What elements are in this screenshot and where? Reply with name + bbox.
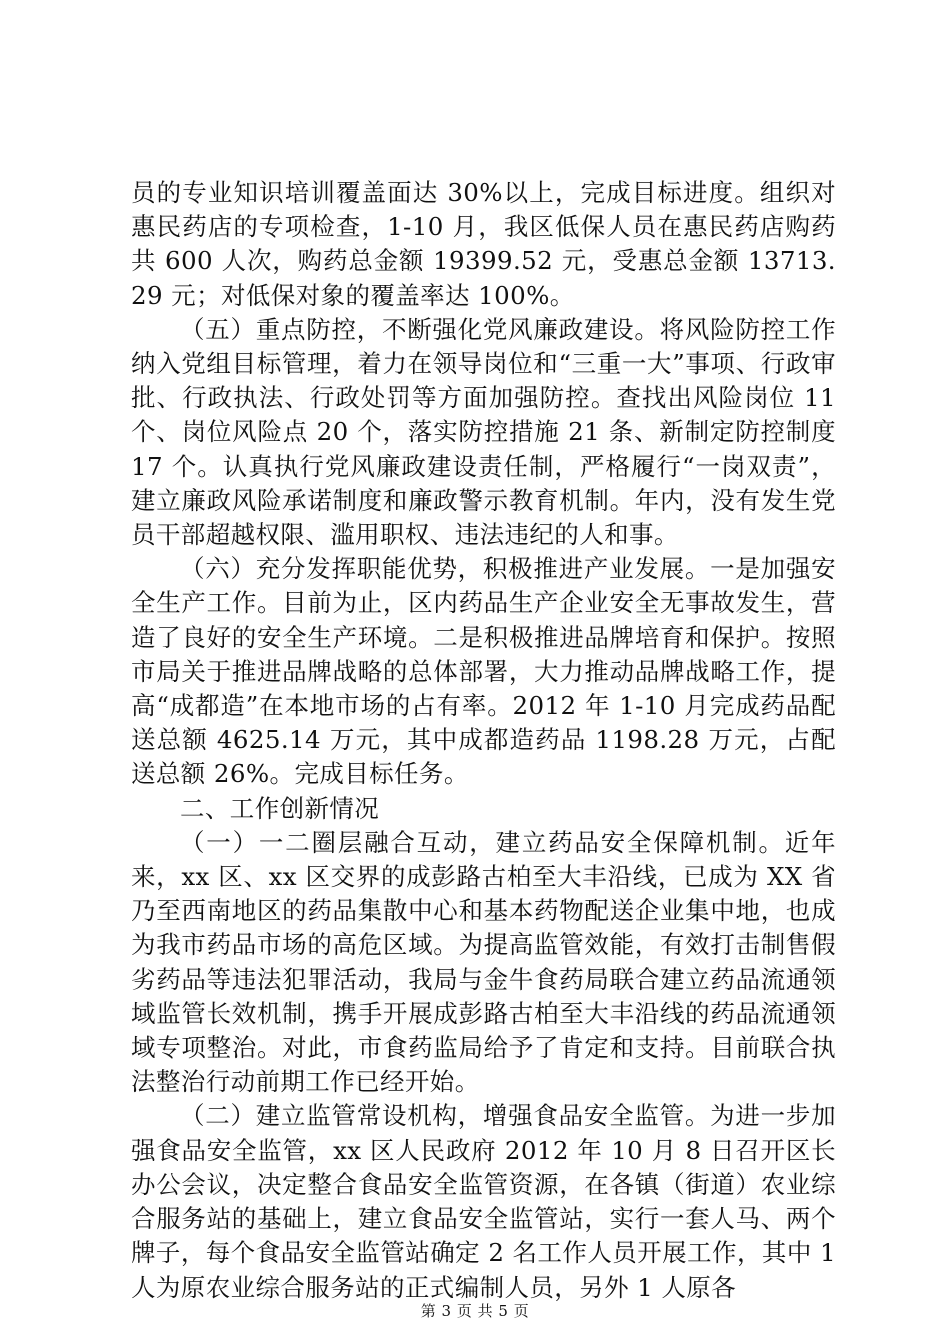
page-number-indicator: 第 3 页 共 5 页: [420, 1302, 530, 1320]
paragraph-1: 员的专业知识培训覆盖面达 30%以上，完成目标进度。组织对惠民药店的专项检查，1-10 月，我区低保人员在惠民药店购药共 600 人次，购药总金额 19399.52 元，受惠总金额 13713.29 元；对低保对象的覆盖率达 100%。: [131, 178, 836, 310]
paragraph-3: （六）充分发挥职能优势，积极推进产业发展。一是加强安全生产工作。目前为止，区内药品生产企业安全无事故发生，营造了良好的安全生产环境。二是积极推进品牌培育和保护。按照市局关于推进品牌战略的总体部署，大力推动品牌战略工作，提高“成都造”在本地市场的占有率。2012 年 1-10 月完成药品配送总额 4625.14 万元，其中成都造药品 1198.28 万元，占配送总额 26%。完成目标任务。: [131, 554, 836, 789]
section-heading: 二、工作创新情况: [180, 793, 380, 823]
page-footer: [0, 1300, 950, 1321]
paragraph-2: （五）重点防控，不断强化党风廉政建设。将风险防控工作纳入党组目标管理，着力在领导岗位和“三重一大”事项、行政审批、行政执法、行政处罚等方面加强防控。查找出风险岗位 11 个、岗位风险点 20 个，落实防控措施 21 条、新制定防控制度 17 个。认真执行党风廉政建设责任制，严格履行“一岗双责”，建立廉政风险承诺制度和廉政警示教育机制。年内，没有发生党员干部超越权限、滥用职权、违法违纪的人和事。: [131, 314, 836, 550]
paragraph-5: （二）建立监管常设机构，增强食品安全监管。为进一步加强食品安全监管，xx 区人民政府 2012 年 10 月 8 日召开区长办公会议，决定整合食品安全监管资源，在各镇（街道）农业综合服务站的基础上，建立食品安全监管站，实行一套人马、两个牌子，每个食品安全监管站确定 2 名工作人员开展工作，其中 1 人为原农业综合服务站的正式编制人员，另外 1 人原各: [131, 1101, 836, 1302]
document-body: [131, 176, 836, 1305]
paragraph-4: （一）一二圈层融合互动，建立药品安全保障机制。近年来，xx 区、xx 区交界的成彭路古柏至大丰沿线，已成为 XX 省乃至西南地区的药品集散中心和基本药物配送企业集中地，也成为我市药品市场的高危区域。为提高监管效能，有效打击制售假劣药品等违法犯罪活动，我局与金牛食药局联合建立药品流通领域监管长效机制，携手开展成彭路古柏至大丰沿线的药品流通领域专项整治。对此，市食药监局给予了肯定和支持。目前联合执法整治行动前期工作已经开始。: [131, 827, 836, 1097]
